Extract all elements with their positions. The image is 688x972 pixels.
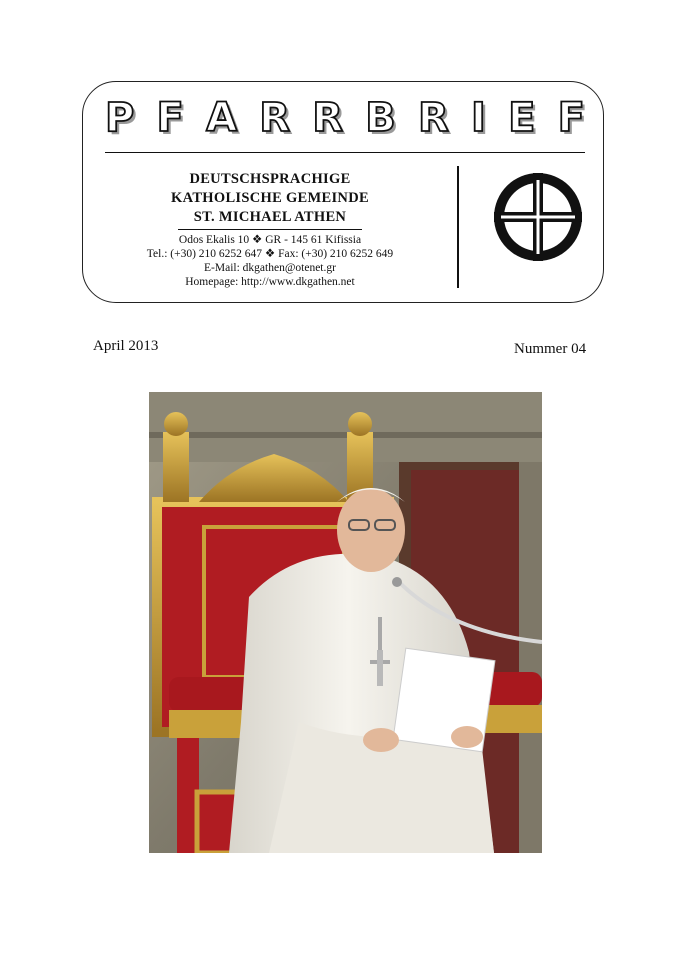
email-address: E-Mail: dkgathen@otenet.gr xyxy=(204,262,336,274)
masthead-letter: R xyxy=(417,95,449,141)
masthead-letter: R xyxy=(259,95,291,141)
cross-in-circle-icon xyxy=(489,168,587,266)
masthead-letter: E xyxy=(508,95,536,141)
masthead-letter: P xyxy=(105,95,135,141)
masthead-letter: I xyxy=(470,95,486,141)
parish-name-line: ST. MICHAEL ATHEN xyxy=(193,209,347,225)
parish-name-underline xyxy=(178,229,362,230)
masthead-letter: B xyxy=(365,95,396,141)
masthead-letter: R xyxy=(312,95,344,141)
parish-name-line: KATHOLISCHE GEMEINDE xyxy=(171,190,369,206)
street-address: Odos Ekalis 10 ❖ GR - 145 61 Kifissia xyxy=(178,234,362,246)
issue-date: April 2013 xyxy=(93,338,159,354)
masthead-title xyxy=(105,94,585,142)
issue-number: Nummer 04 xyxy=(514,341,587,357)
homepage-url: Homepage: http://www.dkgathen.net xyxy=(185,276,355,288)
masthead-letter: F xyxy=(156,95,184,141)
masthead-letter: A xyxy=(206,95,238,141)
masthead-divider xyxy=(105,152,585,153)
masthead-letter: F xyxy=(557,95,585,141)
parish-name-line: DEUTSCHSPRACHIGE xyxy=(189,171,351,187)
phone-fax: Tel.: (+30) 210 6252 647 ❖ Fax: (+30) 210 6252 649 xyxy=(146,248,394,260)
parish-address-block xyxy=(83,170,457,289)
vertical-divider xyxy=(457,166,459,288)
cover-photo xyxy=(149,392,542,853)
masthead-box xyxy=(82,81,604,303)
